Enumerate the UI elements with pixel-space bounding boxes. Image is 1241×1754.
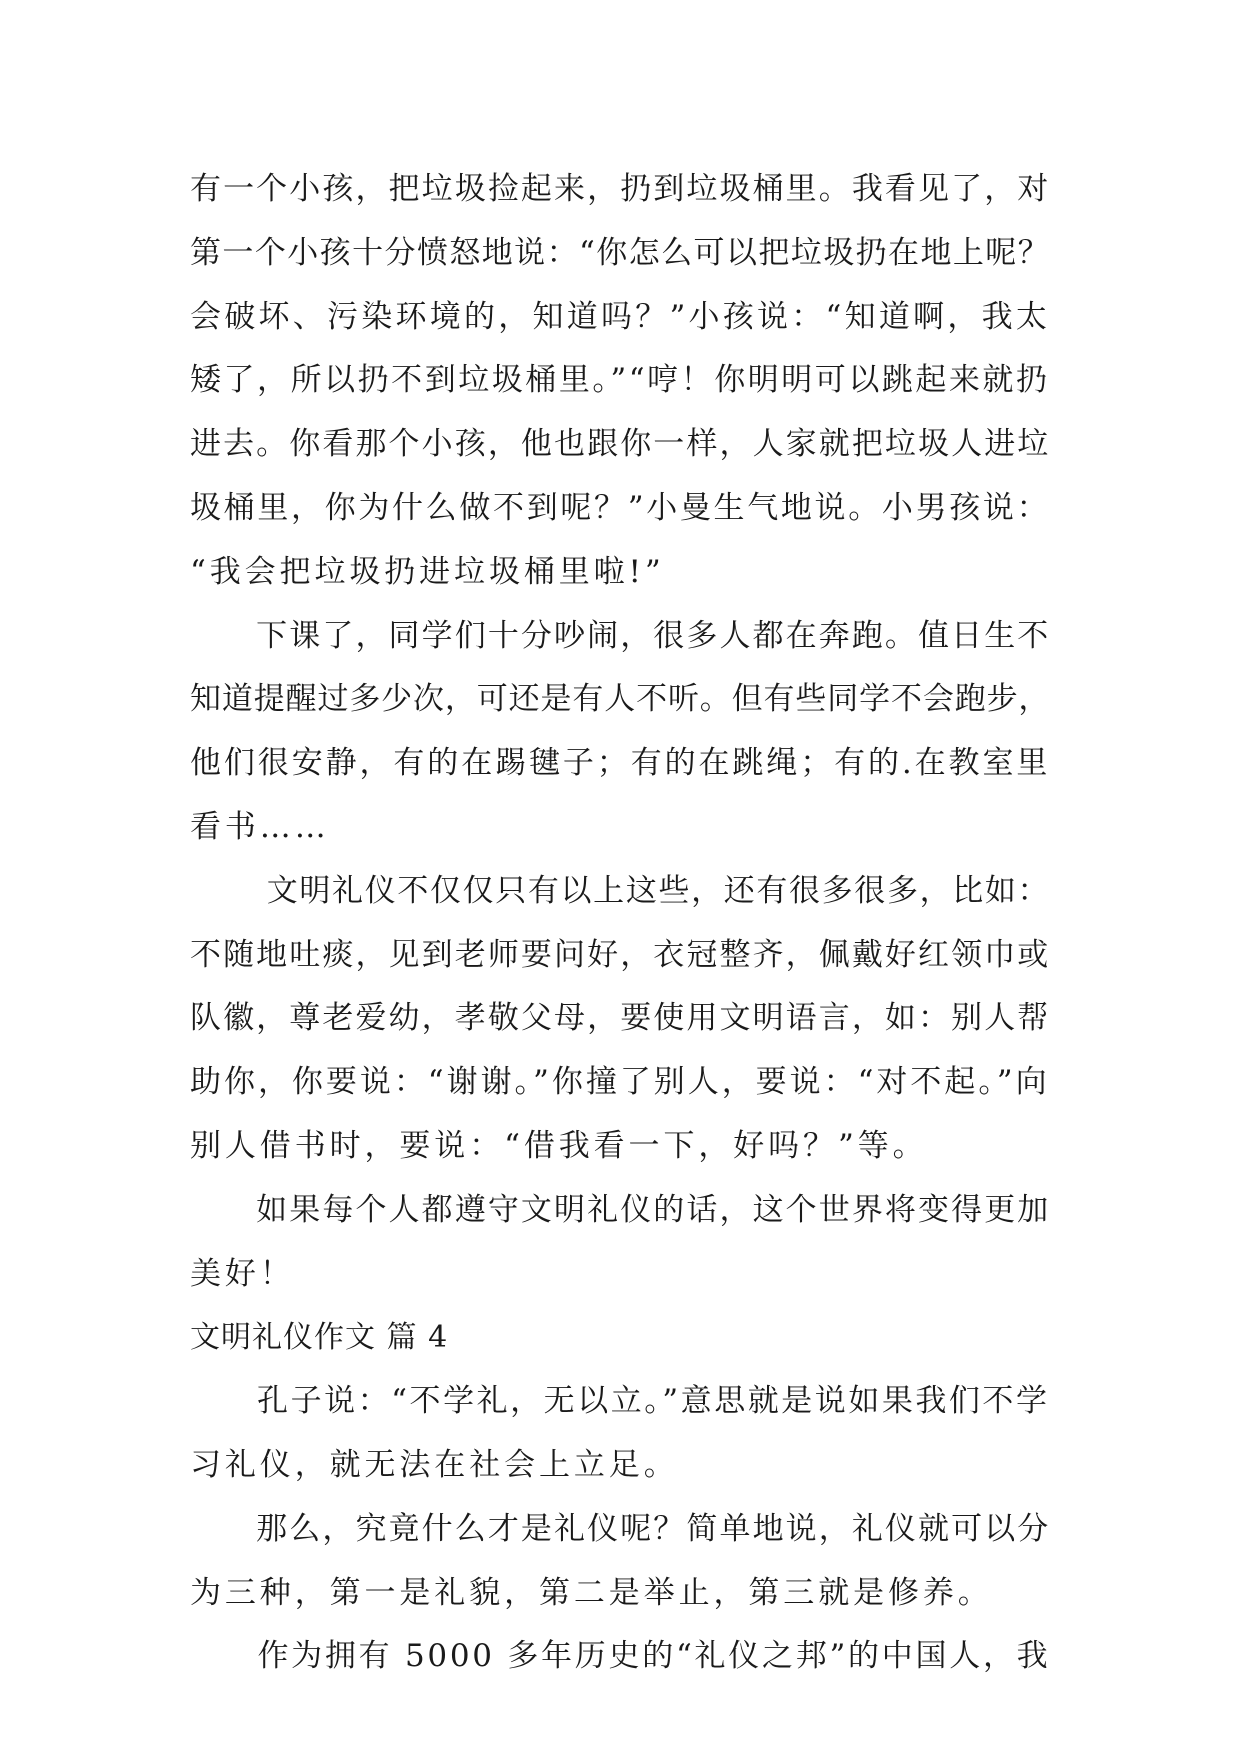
text-line: 下课了，同学们十分吵闹，很多人都在奔跑。值日生不 [190, 617, 1051, 654]
text-line: 文明礼仪不仅仅只有以上这些，还有很多很多，比如： [190, 872, 1051, 909]
text-line: 那么，究竟什么才是礼仪呢？简单地说，礼仪就可以分 [190, 1510, 1051, 1547]
text-line: 为三种，第一是礼貌，第二是举止，第三就是修养。 [190, 1574, 993, 1611]
text-line: 队徽，尊老爱幼，孝敬父母，要使用文明语言，如：别人帮 [190, 1000, 1051, 1037]
paragraph-1 [190, 158, 1050, 605]
section-heading: 文明礼仪作文 篇 4 [190, 1320, 449, 1356]
paragraph-5 [190, 1370, 1050, 1498]
text-line: 美好！ [190, 1255, 295, 1292]
text-line: 有一个小孩，把垃圾捡起来，扔到垃圾桶里。我看见了，对 [190, 171, 1051, 207]
paragraph-2 [190, 605, 1050, 860]
text-line: 进去。你看那个小孩，他也跟你一样，人家就把垃圾人进垃 [190, 426, 1051, 463]
text-line: 作为拥有 5000 多年历史的“礼仪之邦”的中国人，我 [190, 1638, 1051, 1675]
text-line: 他们很安静，有的在踢毽子；有的在跳绳；有的.在教室里 [190, 745, 1051, 782]
text-line: 看书…… [190, 808, 330, 845]
text-line: “我会把垃圾扔进垃圾桶里啦!” [190, 553, 665, 590]
text-line: 会破坏、污染环境的，知道吗？”小孩说：“知道啊，我太 [190, 298, 1051, 335]
paragraph-4 [190, 1179, 1050, 1307]
text-line: 助你，你要说：“谢谢。”你撞了别人，要说：“对不起。”向 [190, 1064, 1050, 1101]
text-line: 别人借书时，要说：“借我看一下，好吗？”等。 [190, 1127, 928, 1164]
text-line: 如果每个人都遵守文明礼仪的话，这个世界将变得更加 [190, 1191, 1051, 1228]
document-page [190, 158, 1050, 1689]
text-line: 孔子说：“不学礼，无以立。”意思就是说如果我们不学 [190, 1383, 1050, 1420]
text-line: 习礼仪，就无法在社会上立足。 [190, 1446, 679, 1483]
text-line: 第一个小孩十分愤怒地说：“你怎么可以把垃圾扔在地上呢？ [190, 234, 1051, 271]
text-line: 矮了，所以扔不到垃圾桶里。”“哼！你明明可以跳起来就扔 [190, 362, 1050, 399]
text-line: 圾桶里，你为什么做不到呢？”小曼生气地说。小男孩说： [190, 489, 1051, 526]
paragraph-3 [190, 860, 1050, 1179]
text-line: 不随地吐痰，见到老师要问好，衣冠整齐，佩戴好红领巾或 [190, 936, 1051, 973]
paragraph-7 [190, 1625, 1050, 1689]
text-line: 知道提醒过多少次，可还是有人不听。但有些同学不会跑步， [190, 681, 1051, 718]
paragraph-6 [190, 1498, 1050, 1626]
